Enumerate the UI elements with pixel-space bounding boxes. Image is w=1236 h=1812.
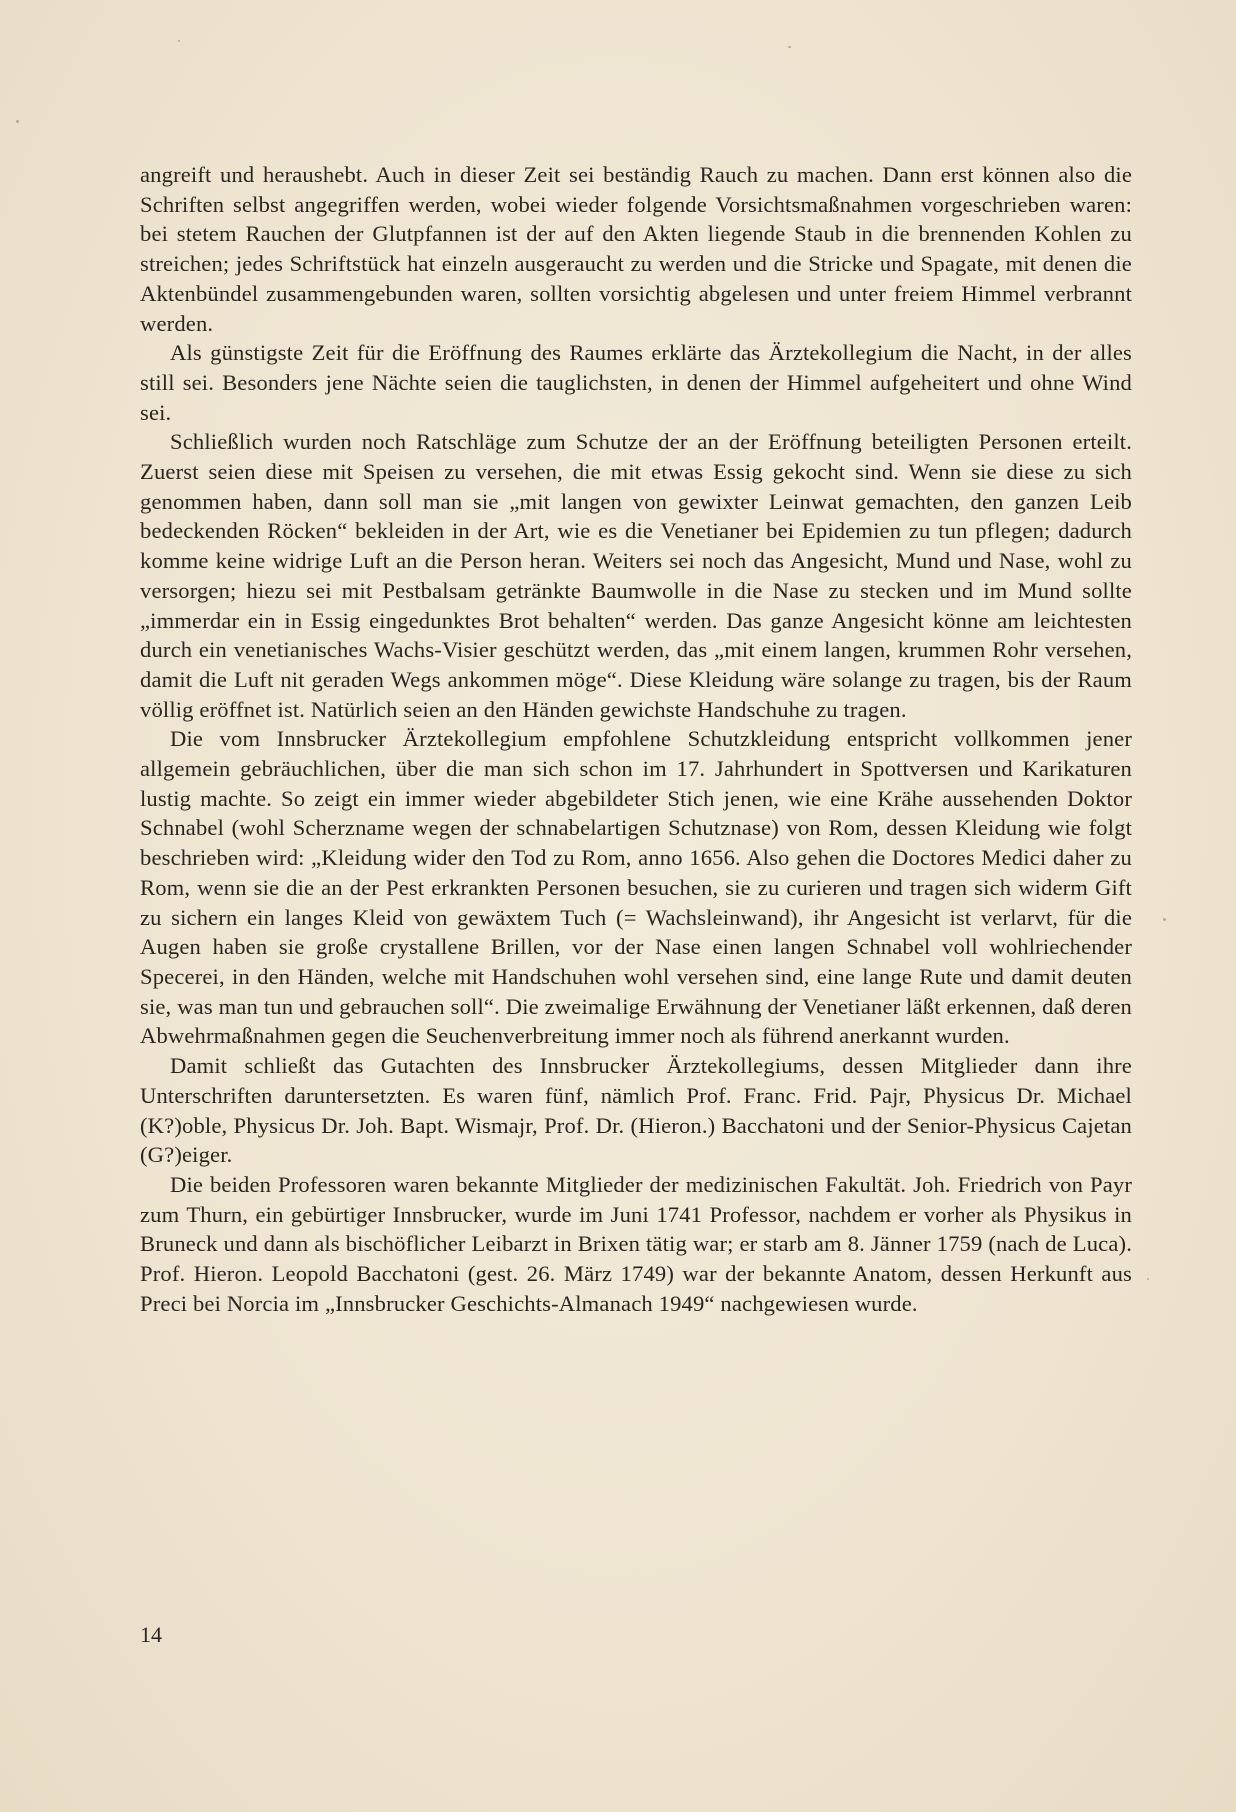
paragraph-2: Als günstigste Zeit für die Eröffnung des Raumes erklärte das Ärztekollegium die Nacht, in der alles still sei. Besonders jene Nächte seien die tauglichsten, in denen der Himmel aufgeheitert und ohne Wind sei. <box>140 340 1132 425</box>
paragraph-3: Schließlich wurden noch Ratschläge zum Schutze der an der Eröffnung beteiligten Personen erteilt. Zuerst seien diese mit Speisen zu versehen, die mit etwas Essig gekocht sind. Wenn sie diese zu sich genommen haben, dann soll man sie „mit langen von gewixter Leinwat gemachten, den ganzen Leib bedeckenden Röcken“ bekleiden in der Art, wie es die Venetianer bei Epidemien zu tun pflegen; dadurch komme keine widrige Luft an die Person heran. Weiters sei noch das Angesicht, Mund und Nase, wohl zu versorgen; hiezu sei mit Pestbalsam getränkte Baumwolle in die Nase zu stecken und im Mund sollte „immerdar ein in Essig eingedunktes Brot behalten“ werden. Das ganze Angesicht könne am leichtesten durch ein venetianisches Wachs-Visier geschützt werden, das „mit einem langen, krummen Rohr versehen, damit die Luft nit geraden Wegs ankommen möge“. Diese Kleidung wäre solange zu tragen, bis der Raum völlig eröffnet ist. Natürlich seien an den Händen gewichste Handschuhe zu tragen. <box>140 429 1132 722</box>
paper-speck <box>1147 1278 1149 1280</box>
paragraph-5: Damit schließt das Gutachten des Innsbrucker Ärztekollegiums, dessen Mitglieder dann ihre Unterschriften daruntersetzten. Es waren fünf, nämlich Prof. Franc. Frid. Pajr, Physicus Dr. Michael (K?)oble, Physicus Dr. Joh. Bapt. Wismajr, Prof. Dr. (Hieron.) Bacchatoni und der Senior-Physicus Cajetan (G?)eiger. <box>140 1053 1132 1168</box>
paragraph-4: Die vom Innsbrucker Ärztekollegium empfohlene Schutzkleidung entspricht vollkommen jener allgemein gebräuchlichen, über die man sich schon im 17. Jahrhundert in Spottversen und Karikaturen lustig machte. So zeigt ein immer wieder abgebildeter Stich jenen, wie eine Krähe aussehenden Doktor Schnabel (wohl Scherzname wegen der schnabelartigen Schutznase) von Rom, dessen Kleidung wie folgt beschrieben wird: „Kleidung wider den Tod zu Rom, anno 1656. Also gehen die Doctores Medici daher zu Rom, wenn sie die an der Pest erkrankten Personen besuchen, sie zu curieren und tragen sich widerm Gift zu sichern ein langes Kleid von gewäxtem Tuch (= Wachsleinwand), ihr Angesicht ist verlarvt, für die Augen haben sie große crystallene Brillen, vor der Nase einen langen Schnabel voll wohlriechender Specerei, in den Händen, welche mit Handschuhen wohl versehen sind, eine lange Rute und damit deuten sie, was man tun und gebrauchen soll“. Die zweimalige Erwähnung der Venetianer läßt erkennen, daß deren Abwehrmaßnahmen gegen die Seuchenverbreitung immer noch als führend anerkannt wurden. <box>140 726 1132 1049</box>
paper-speck <box>1163 918 1166 921</box>
paragraph-6: Die beiden Professoren waren bekannte Mitglieder der medizinischen Fakultät. Joh. Friedrich von Payr zum Thurn, ein gebürtiger Innsbrucker, wurde im Juni 1741 Professor, nachdem er vorher als Physikus in Bruneck und dann als bischöflicher Leibarzt in Brixen tätig war; er starb am 8. Jänner 1759 (nach de Luca). Prof. Hieron. Leopold Bacchatoni (gest. 26. März 1749) war der bekannte Anatom, dessen Herkunft aus Preci bei Norcia im „Innsbrucker Geschichts-Almanach 1949“ nachgewiesen wurde. <box>140 1171 1132 1316</box>
paragraph-1: angreift und heraushebt. Auch in dieser Zeit sei beständig Rauch zu machen. Dann erst können also die Schriften selbst angegriffen werden, wobei wieder folgende Vorsichtsmaßnahmen vorgeschrieben waren: bei stetem Rauchen der Glutpfannen ist der auf den Akten liegende Staub in die brennenden Kohlen zu streichen; jedes Schriftstück hat einzeln ausgeraucht zu werden und die Stricke und Spagate, mit denen die Aktenbündel zusammengebunden waren, sollten vorsichtig abgelesen und unter freiem Himmel verbrannt werden. <box>140 162 1132 336</box>
page-number: 14 <box>140 1622 162 1647</box>
paper-speck <box>16 120 19 123</box>
paper-speck <box>178 40 180 42</box>
body-text <box>140 160 1132 1318</box>
paper-speck <box>788 46 791 48</box>
